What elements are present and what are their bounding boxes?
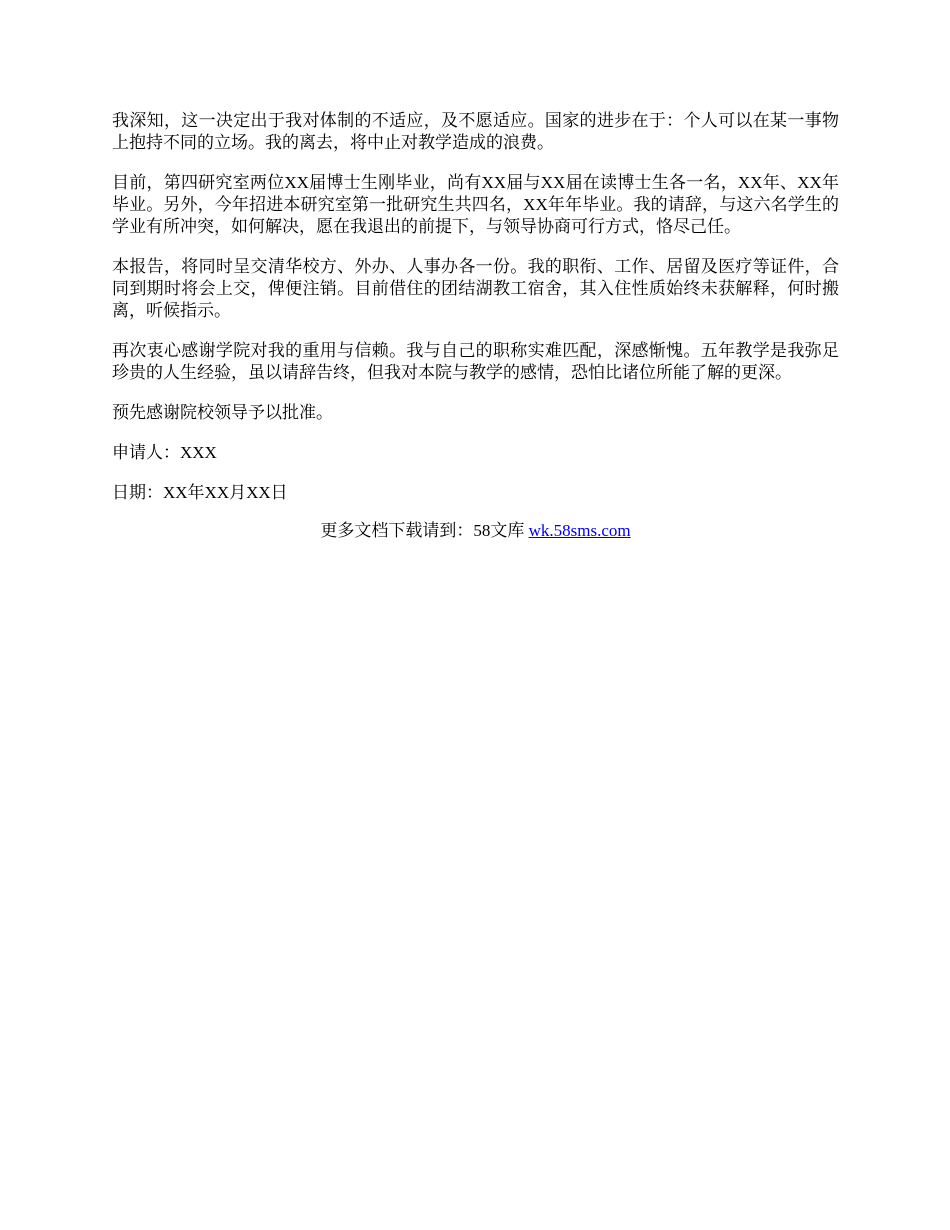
footer-link[interactable]: wk.58sms.com (528, 521, 631, 540)
footer-text: 更多文档下载请到：58文库 (320, 521, 529, 540)
paragraph-4: 再次衷心感谢学院对我的重用与信赖。我与自己的职称实难匹配，深感惭愧。五年教学是我弥足珍贵的人生经验，虽以请辞告终，但我对本院与教学的感情，恐怕比诸位所能了解的更深。 (112, 341, 839, 382)
paragraph-5: 预先感谢院校领导予以批准。 (112, 403, 333, 422)
paragraph-3: 本报告，将同时呈交清华校方、外办、人事办各一份。我的职衔、工作、居留及医疗等证件，合同到期时将会上交，俾便注销。目前借住的团结湖教工宿舍，其入住性质始终未获解释，何时搬离，听候指示。 (112, 257, 839, 320)
applicant-line: 申请人：XXX (112, 443, 217, 462)
footer (112, 520, 839, 542)
document-body (112, 110, 839, 542)
date-line: 日期：XX年XX月XX日 (112, 483, 288, 502)
paragraph-2: 目前，第四研究室两位XX届博士生刚毕业，尚有XX届与XX届在读博士生各一名，XX年、XX年毕业。另外，今年招进本研究室第一批研究生共四名，XX年年毕业。我的请辞，与这六名学生的学业有所冲突，如何解决，愿在我退出的前提下，与领导协商可行方式，恪尽己任。 (112, 173, 839, 236)
paragraph-1: 我深知，这一决定出于我对体制的不适应，及不愿适应。国家的进步在于：个人可以在某一事物上抱持不同的立场。我的离去，将中止对教学造成的浪费。 (112, 111, 839, 152)
